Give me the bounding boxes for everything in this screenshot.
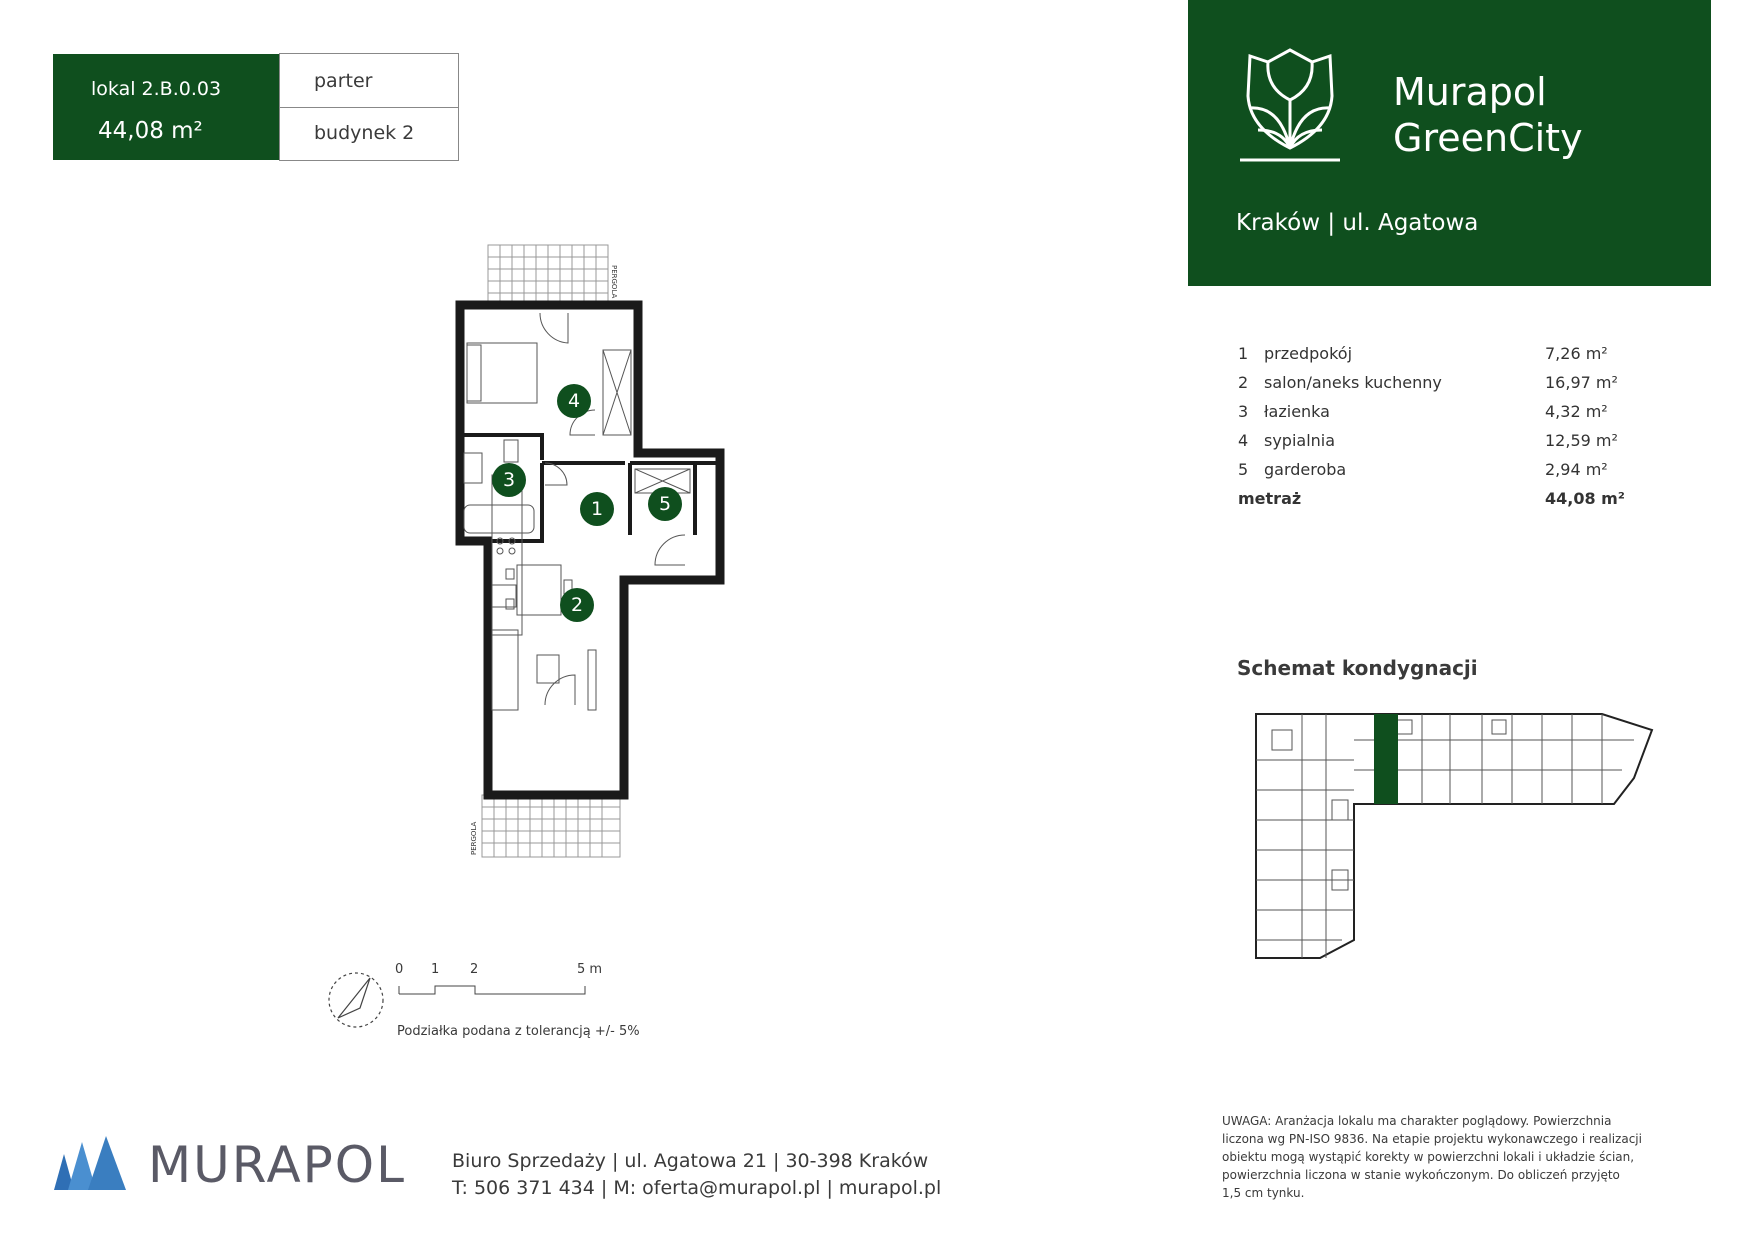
total-label: metraż <box>1238 489 1302 508</box>
top-terrace <box>488 245 608 307</box>
compass-icon <box>324 968 388 1032</box>
disclaimer-line: 1,5 cm tynku. <box>1222 1186 1305 1200</box>
project-brand-panel <box>1188 0 1711 286</box>
room-area: 12,59 m² <box>1545 431 1618 450</box>
room-name: salon/aneks kuchenny <box>1264 373 1442 392</box>
room-badge-4: 4 <box>557 384 591 418</box>
floor-label: parter <box>314 70 373 92</box>
room-name: łazienka <box>1264 402 1330 421</box>
room-number: 4 <box>1238 431 1249 450</box>
room-number: 1 <box>1238 344 1249 363</box>
pergola-label-bottom: PERGOLA <box>470 821 478 855</box>
scale-note: Podziałka podana z tolerancją +/- 5% <box>397 1024 640 1039</box>
schema-title: Schemat kondygnacji <box>1237 656 1478 680</box>
room-number: 3 <box>1238 402 1249 421</box>
unit-location-box <box>279 53 459 161</box>
room-area: 4,32 m² <box>1545 402 1608 421</box>
sales-office-address: Biuro Sprzedaży | ul. Agatowa 21 | 30-398 Kraków <box>452 1150 929 1172</box>
scale-tick-1: 1 <box>431 962 440 977</box>
scale-bar <box>395 962 615 1002</box>
room-area: 16,97 m² <box>1545 373 1618 392</box>
disclaimer-line: obiektu mogą wystąpić korekty w powierzchni lokali i układzie ścian, <box>1222 1150 1635 1164</box>
pergola-label-top: PERGOLA <box>610 265 618 299</box>
unit-summary-box <box>53 54 279 160</box>
building-label: budynek 2 <box>314 122 415 144</box>
scale-tick-2: 2 <box>470 962 479 977</box>
unit-area: 44,08 m² <box>98 118 203 144</box>
room-number: 2 <box>1238 373 1249 392</box>
floor-schema <box>1242 700 1662 970</box>
unit-label: lokal 2.B.0.03 <box>91 78 222 100</box>
disclaimer-line: liczona wg PN-ISO 9836. Na etapie projektu wykonawczego i realizacji <box>1222 1132 1642 1146</box>
room-badge-1: 1 <box>580 492 614 526</box>
room-badge-2: 2 <box>560 588 594 622</box>
unit-highlight <box>1374 714 1398 804</box>
murapol-logo-text: MURAPOL <box>148 1136 407 1194</box>
brand-name-line2: GreenCity <box>1393 116 1583 160</box>
tulip-logo-icon <box>1240 48 1340 162</box>
room-name: przedpokój <box>1264 344 1353 363</box>
scale-tick-5: 5 m <box>577 962 603 977</box>
room-number: 5 <box>1238 460 1249 479</box>
room-badge-5: 5 <box>648 487 682 521</box>
sofa <box>492 630 596 710</box>
wardrobe <box>603 350 631 435</box>
room-badge-3: 3 <box>492 463 526 497</box>
brand-name-line1: Murapol <box>1393 70 1547 114</box>
room-area: 2,94 m² <box>1545 460 1608 479</box>
disclaimer-line: UWAGA: Aranżacja lokalu ma charakter poglądowy. Powierzchnia <box>1222 1114 1612 1128</box>
sales-office-contact: T: 506 371 434 | M: oferta@murapol.pl | murapol.pl <box>452 1177 942 1199</box>
room-name: garderoba <box>1264 460 1347 479</box>
floor-plan <box>440 235 740 870</box>
room-name: sypialnia <box>1264 431 1336 450</box>
scale-ruler <box>395 984 595 996</box>
disclaimer <box>1222 1112 1642 1202</box>
bed <box>467 343 537 403</box>
total-area: 44,08 m² <box>1545 489 1625 508</box>
scale-tick-0: 0 <box>395 962 404 977</box>
brand-location: Kraków | ul. Agatowa <box>1236 210 1479 236</box>
walls <box>460 305 720 795</box>
murapol-logo-icon <box>54 1136 126 1190</box>
disclaimer-line: powierzchnia liczona w stanie wykończonym. Do obliczeń przyjęto <box>1222 1168 1620 1182</box>
room-area: 7,26 m² <box>1545 344 1608 363</box>
room-list <box>1238 340 1638 510</box>
bottom-terrace <box>482 795 620 857</box>
